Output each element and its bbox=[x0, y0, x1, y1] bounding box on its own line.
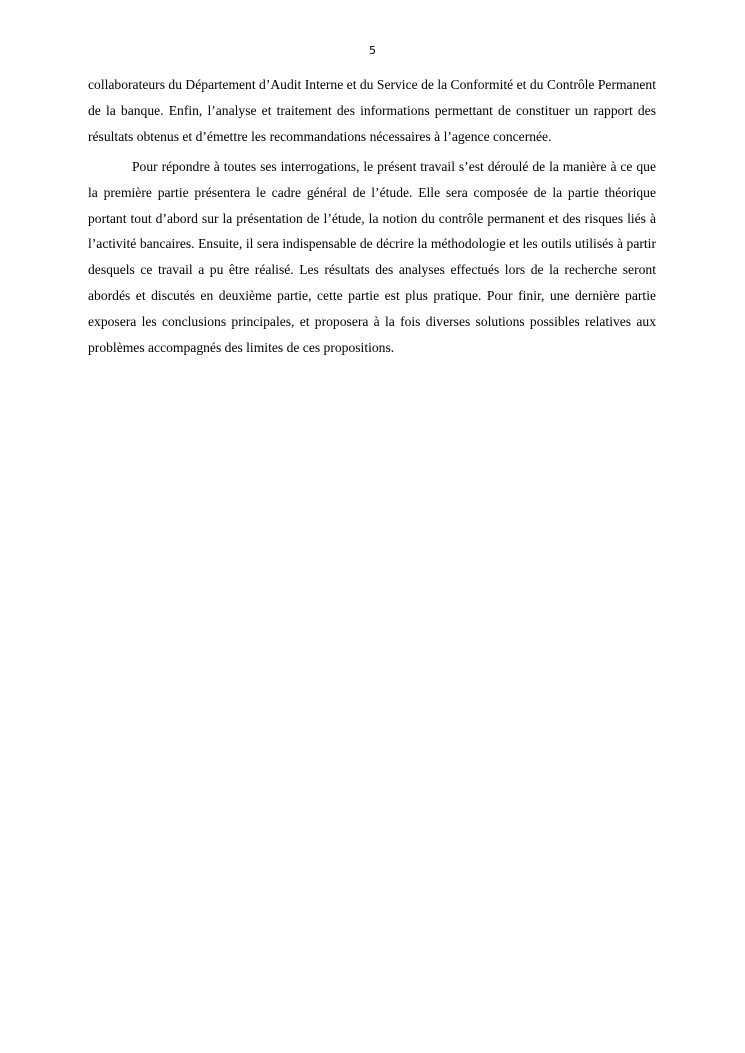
page-number: 5 bbox=[369, 44, 376, 57]
paragraph: Pour répondre à toutes ses interrogations, le présent travail s’est déroulé de la manière à ce que la première partie présentera le cadre général de l’étude. Elle sera composée de la partie théorique portant tout d’abord sur la présentation de l’étude, la notion du contrôle permanent et des risques liés à l’activité bancaires. Ensuite, il sera indispensable de décrire la méthodologie et les outils utilisés à partir desquels ce travail a pu être réalisé. Les résultats des analyses effectués lors de la recherche seront abordés et discutés en deuxième partie, cette partie est plus pratique. Pour finir, une dernière partie exposera les conclusions principales, et proposera à la fois diverses solutions possibles relatives aux problèmes accompagnés des limites de ces propositions. bbox=[88, 158, 656, 356]
paragraph: collaborateurs du Département d’Audit Interne et du Service de la Conformité et du Contrôle Permanent de la banque. Enfin, l’analyse et traitement des informations permettant de constituer un rapport des résultats obtenus et d’émettre les recommandations nécessaires à l’agence concernée. bbox=[88, 77, 656, 144]
body-text bbox=[88, 72, 656, 361]
